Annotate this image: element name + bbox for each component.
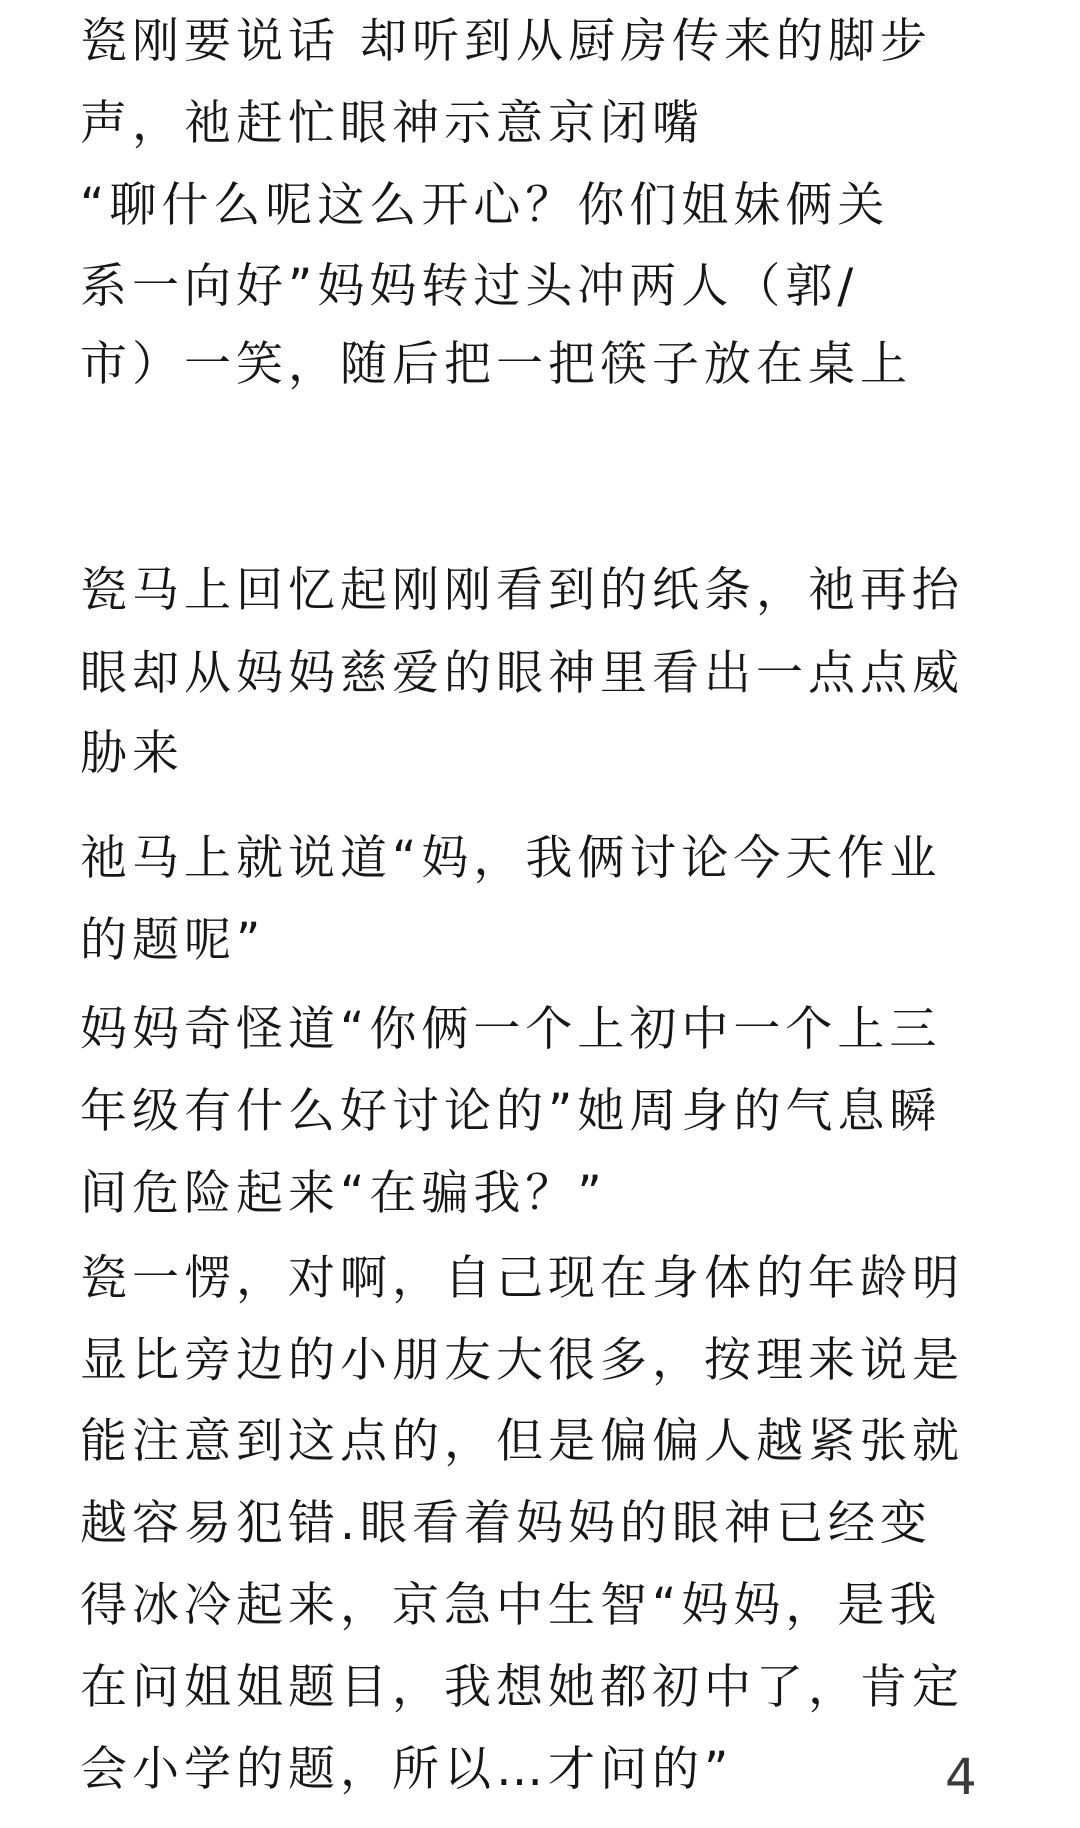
text-line: “聊什么呢这么开心？你们姐妹俩关 <box>80 178 890 233</box>
text-line: 得冰冷起来，京急中生智“妈妈，是我 <box>80 1578 942 1633</box>
text-line: 妈妈奇怪道“你俩一个上初中一个上三 <box>80 1002 942 1057</box>
text-line: 在问姐姐题目，我想她都初中了，肯定 <box>80 1660 964 1715</box>
text-line: 能注意到这点的，但是偏偏人越紧张就 <box>80 1414 964 1469</box>
text-line: 显比旁边的小朋友大很多，按理来说是 <box>80 1333 964 1388</box>
page-number: 4 <box>945 1748 977 1806</box>
text-line: 瓷马上回忆起刚刚看到的纸条，祂再抬 <box>80 563 964 618</box>
text-line: 系一向好”妈妈转过头冲两人（郭/ <box>80 259 859 314</box>
text-line: 胁来 <box>80 726 184 781</box>
text-line: 会小学的题，所以…才问的” <box>80 1742 734 1797</box>
text-line: 市）一笑，随后把一把筷子放在桌上 <box>80 337 912 392</box>
text-line: 年级有什么好讨论的”她周身的气息瞬 <box>80 1084 942 1139</box>
text-line: 眼却从妈妈慈爱的眼神里看出一点点威 <box>80 646 964 701</box>
text-line: 祂马上就说道“妈，我俩讨论今天作业 <box>80 831 942 886</box>
text-line: 瓷一愣，对啊，自己现在身体的年龄明 <box>80 1251 964 1306</box>
text-line: 声，祂赶忙眼神示意京闭嘴 <box>80 96 704 151</box>
text-line: 越容易犯错.眼看着妈妈的眼神已经变 <box>80 1496 932 1551</box>
text-line: 间危险起来“在骗我？” <box>80 1166 607 1221</box>
text-line: 瓷刚要说话 却听到从厨房传来的脚步 <box>80 14 932 69</box>
text-line: 的题呢” <box>80 913 266 968</box>
